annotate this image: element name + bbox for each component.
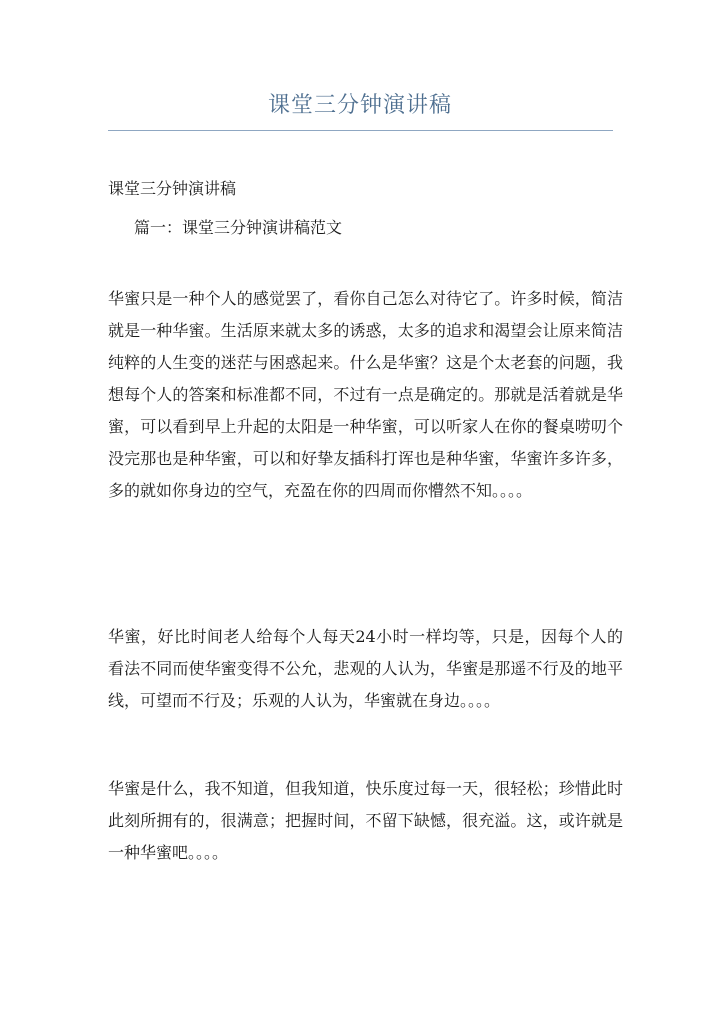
document-heading: 课堂三分钟演讲稿: [108, 179, 237, 198]
body-paragraph: 华蜜只是一种个人的感觉罢了，看你自己怎么对待它了。许多时候，简洁就是一种华蜜。生活原来就太多的诱惑，太多的追求和渴望会让原来简洁纯粹的人生变的迷茫与困惑起来。什么是华蜜？这是个太老套的问题，我想每个人的答案和标准都不同，不过有一点是确定的。那就是活着就是华蜜，可以看到早上升起的太阳是一种华蜜，可以听家人在你的餐桌唠叨个没完那也是种华蜜，可以和好挚友插科打诨也是种华蜜，华蜜许多许多，多的就如你身边的空气，充盈在你的四周而你懵然不知。。。。: [108, 289, 623, 500]
title-divider: [108, 130, 613, 131]
body-paragraph: 华蜜是什么，我不知道，但我知道，快乐度过每一天，很轻松；珍惜此时此刻所拥有的，很满意；把握时间，不留下缺憾，很充溢。这，或许就是一种华蜜吧。。。。: [108, 779, 623, 862]
page-title: 课堂三分钟演讲稿: [267, 93, 452, 118]
body-paragraph: 华蜜，好比时间老人给每个人每天24小时一样均等，只是，因每个人的看法不同而使华蜜变得不公允，悲观的人认为，华蜜是那遥不行及的地平线，可望而不行及；乐观的人认为，华蜜就在身边。。。。: [108, 627, 623, 710]
section-heading: 篇一：课堂三分钟演讲稿范文: [134, 218, 343, 237]
